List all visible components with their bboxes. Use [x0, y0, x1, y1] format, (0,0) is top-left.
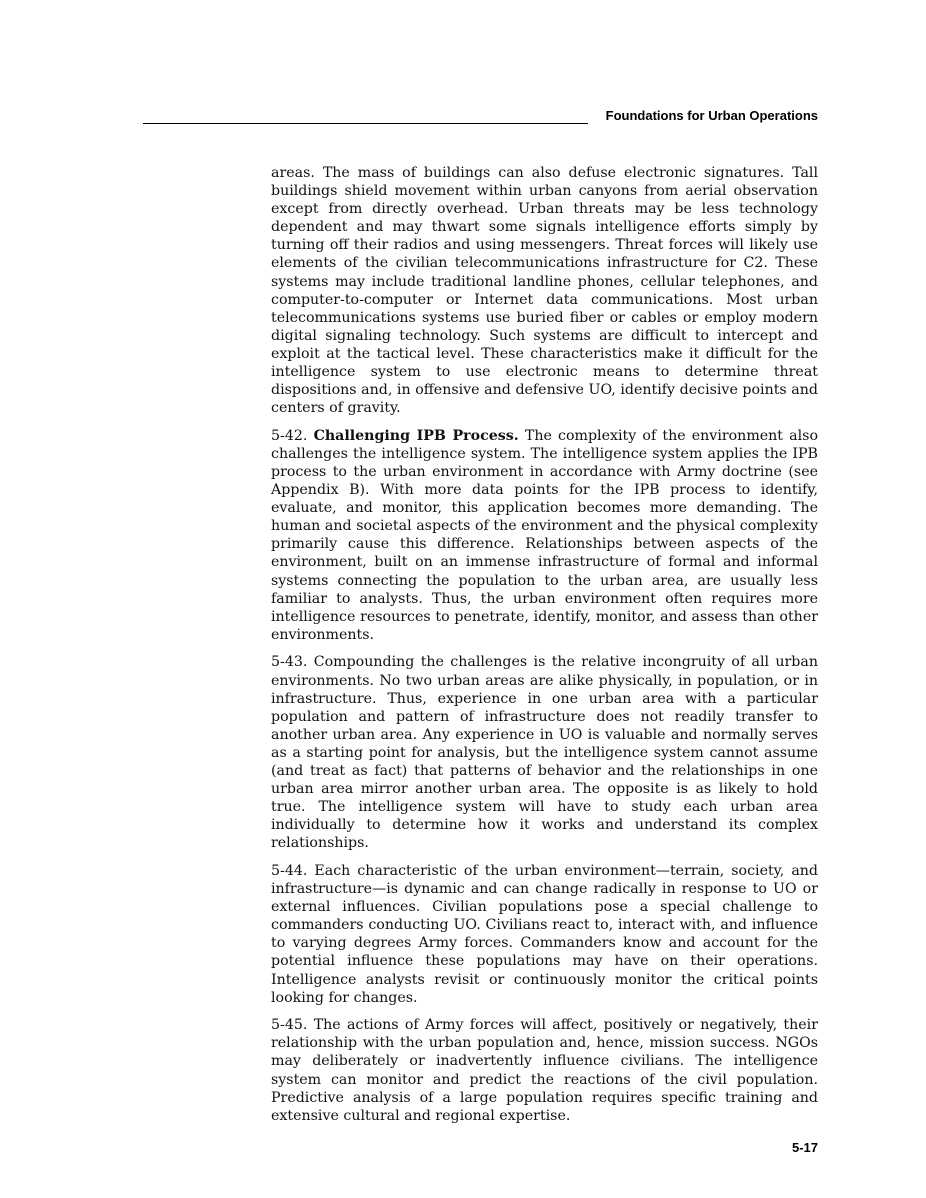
paragraph-heading: Challenging IPB Process. — [313, 427, 519, 444]
paragraph-number: 5-42. — [271, 427, 308, 444]
paragraph-text: areas. The mass of buildings can also defuse electronic signatures. Tall buildings shield movement within urban canyons from aerial observation except from directly overhead. Urban threats may be less technology dependent and may thwart some signals intelligence efforts simply by turning off their radios and using messengers. Threat forces will likely use elements of the civilian telecommunications infrastructure for C2. These systems may include traditional landline phones, cellular telephones, and computer-to-computer or Internet data communications. Most urban telecommunications systems use buried fiber or cables or employ modern digital signaling technology. Such systems are difficult to intercept and exploit at the tactical level. These characteristics make it difficult for the intelligence system to use electronic means to determine threat dispositions and, in offensive and defensive UO, identify decisive points and centers of gravity. — [271, 165, 818, 417]
page-number: 5-17 — [791, 1140, 818, 1155]
paragraph-text: Compounding the challenges is the relative incongruity of all urban environments. No two urban areas are alike physically, in population, or in infrastructure. Thus, experience in one urban area with a particular population and pattern of infrastructure does not readily transfer to another urban area. Any experience in UO is valuable and normally serves as a starting point for analysis, but the intelligence system cannot assume (and treat as fact) that patterns of behavior and the relationships in one urban area mirror another urban area. The opposite is as likely to hold true. The intelligence system will have to study each urban area individually to determine how it works and understand its complex relationships. — [271, 654, 818, 852]
paragraph-number: 5-43. — [271, 654, 308, 671]
paragraph-number: 5-45. — [271, 1017, 308, 1034]
header-rule — [143, 123, 588, 124]
paragraph-5-42 — [271, 427, 818, 644]
paragraph-continuation — [271, 164, 818, 417]
paragraph-text: Each characteristic of the urban environment—terrain, society, and infrastructure—is dynamic and can change radically in response to UO or external influences. Civilian populations pose a special challenge to commanders conducting UO. Civilians react to, interact with, and influence to varying degrees Army forces. Commanders know and account for the potential influence these populations may have on their operations. Intelligence analysts revisit or continuously monitor the critical points looking for changes. — [271, 862, 819, 1006]
paragraph-5-44 — [271, 862, 818, 1007]
body-text — [271, 164, 818, 1134]
paragraph-5-43 — [271, 653, 818, 852]
paragraph-number: 5-44. — [271, 862, 308, 879]
paragraph-text: The complexity of the environment also challenges the intelligence system. The intelligence system applies the IPB process to the urban environment in accordance with Army doctrine (see Appendix B). With more data points for the IPB process to identify, evaluate, and monitor, this application becomes more demanding. The human and societal aspects of the environment and the physical complexity primarily cause this difference. Relationships between aspects of the environment, built on an immense infrastructure of formal and informal systems connecting the population to the urban area, are usually less familiar to analysts. Thus, the urban environment often requires more intelligence resources to penetrate, identify, monitor, and assess than other environments. — [271, 427, 818, 643]
paragraph-text: The actions of Army forces will affect, positively or negatively, their relationship with the urban population and, hence, mission success. NGOs may deliberately or inadvertently influence civilians. The intelligence system can monitor and predict the reactions of the civil population. Predictive analysis of a large population requires specific training and extensive cultural and regional expertise. — [271, 1017, 818, 1124]
paragraph-5-45 — [271, 1016, 818, 1125]
running-header-title: Foundations for Urban Operations — [605, 108, 818, 123]
